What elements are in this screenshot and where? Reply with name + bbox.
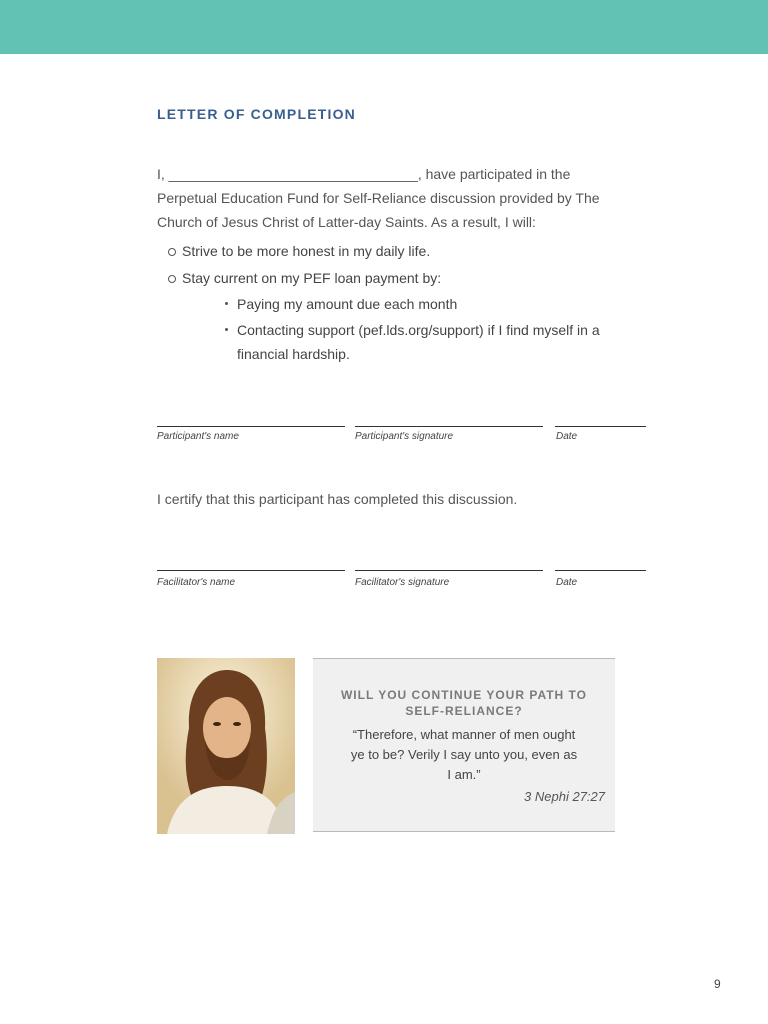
payment-step-item [223, 318, 608, 366]
facilitator-name-label: Facilitator's name [157, 577, 236, 588]
intro-paragraph: I, ________________________________, have participated in the Perpetual Education Fund for Self-Reliance discussion provided by The Church of Jesus Christ of Latter-day Saints. As a result, I will: [157, 166, 600, 230]
callout-reference: 3 Nephi 27:27 [524, 789, 605, 804]
circle-bullet-icon [168, 275, 176, 283]
participant-name-line[interactable] [157, 426, 345, 427]
callout-quote: “Therefore, what manner of men ought ye to be? Verily I say unto you, even as I am.” [350, 727, 578, 782]
page-title: LETTER OF COMPLETION [157, 106, 356, 122]
payment-step-text: Paying my amount due each month [237, 296, 458, 312]
commitment-text: Stay current on my PEF loan payment by: [182, 270, 442, 286]
page-number: 9 [714, 977, 721, 991]
certification-text: I certify that this participant has completed this discussion. [157, 491, 518, 507]
facilitator-signature-line[interactable] [355, 570, 543, 571]
participant-name-label: Participant's name [157, 431, 239, 442]
facilitator-date-label: Date [556, 577, 578, 588]
christ-portrait-image [157, 658, 295, 834]
payment-steps-list [182, 292, 608, 366]
facilitator-name-line[interactable] [157, 570, 345, 571]
payment-step-text: Contacting support (pef.lds.org/support) if I find myself in a financial hardship. [237, 322, 600, 362]
commitment-item [168, 239, 608, 263]
participant-date-label: Date [556, 431, 578, 442]
commitment-text: Strive to be more honest in my daily life. [182, 243, 431, 259]
portrait-illustration [157, 658, 295, 834]
dot-bullet-icon [225, 328, 228, 331]
callout-title: WILL YOU CONTINUE YOUR PATH TO SELF-RELIANCE? [340, 688, 587, 718]
commitment-list [168, 239, 608, 369]
facilitator-signature-label: Facilitator's signature [355, 577, 450, 588]
callout-box [313, 658, 615, 832]
facilitator-date-line[interactable] [555, 570, 646, 571]
participant-signature-line[interactable] [355, 426, 543, 427]
header-bar [0, 0, 768, 54]
participant-date-line[interactable] [555, 426, 646, 427]
payment-step-item [223, 292, 608, 316]
dot-bullet-icon [225, 302, 228, 305]
commitment-item [168, 266, 608, 366]
circle-bullet-icon [168, 248, 176, 256]
participant-signature-label: Participant's signature [355, 431, 454, 442]
